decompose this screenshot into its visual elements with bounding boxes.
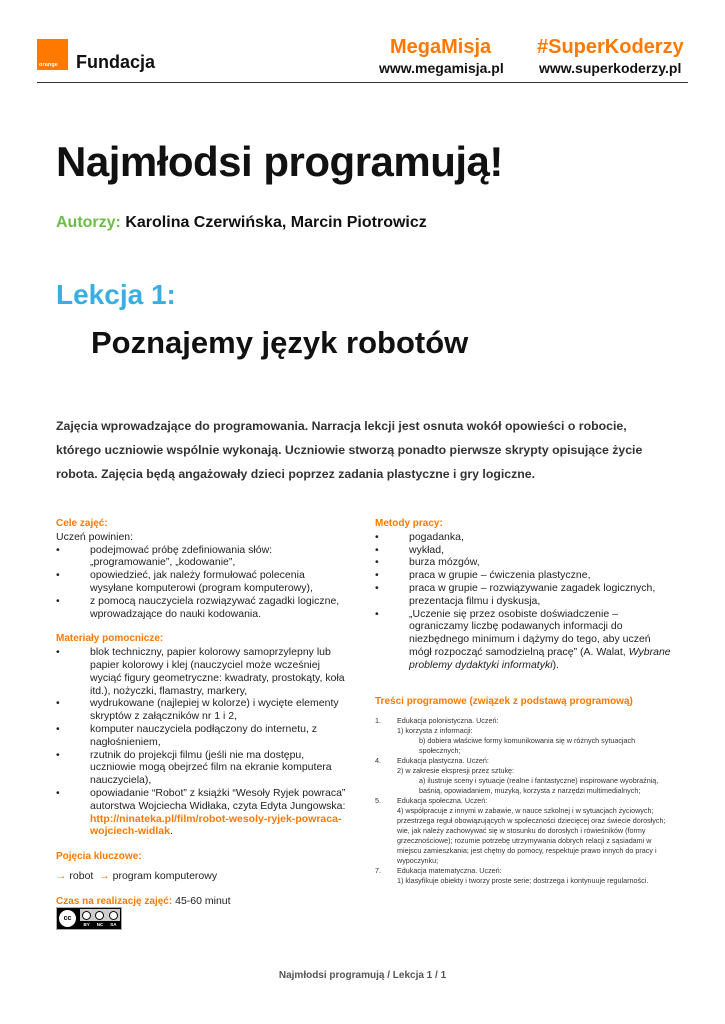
brand-superkoderzy: #SuperKoderzy xyxy=(537,36,684,58)
curriculum-subitem: b) dobiera właściwe formy komunikowania się w różnych sytuacjach społecznych; xyxy=(419,736,636,756)
curriculum-item xyxy=(375,716,675,726)
curriculum-item xyxy=(375,866,675,876)
keywords-heading: Pojęcia kluczowe: xyxy=(56,851,142,863)
curriculum-num: 7. xyxy=(375,866,381,876)
curriculum-subitem: 2) w zakresie ekspresji przez sztukę: xyxy=(397,766,515,776)
list-item: • praca w grupie – ćwiczenia plastyczne, xyxy=(375,569,675,582)
right-column xyxy=(375,518,675,886)
logo-text: orange xyxy=(39,62,58,68)
materials-heading: Materiały pomocnicze: xyxy=(56,633,164,645)
story-text: opowiadanie “Robot” z książki “Wesoły Ryjek powraca” autorstwa Wojciecha Widłaka, czyta Edyta Jungowska: xyxy=(90,786,346,812)
authors-names: Karolina Czerwińska, Marcin Piotrowicz xyxy=(125,214,427,231)
list-item xyxy=(375,608,675,672)
cc-icons-row xyxy=(80,909,120,921)
brand-megamisja: MegaMisja xyxy=(390,36,492,58)
lesson-title: Poznajemy język robotów xyxy=(91,325,469,360)
list-item: • opowiedzieć, jak należy formułować polecenia wysyłane komputerowi (program komputerowy), xyxy=(56,569,346,595)
sa-icon xyxy=(109,911,118,920)
curriculum-list xyxy=(375,716,675,886)
nc-icon xyxy=(95,911,104,920)
keyword: robot xyxy=(69,869,94,882)
authors-label: Autorzy: xyxy=(56,214,121,231)
url-superkoderzy[interactable]: www.superkoderzy.pl xyxy=(539,60,682,76)
curriculum-title: Edukacja matematyczna. Uczeń: xyxy=(397,866,502,876)
list-item: • rzutnik do projekcji filmu (jeśli nie ma dostępu, uczniowie mogą obejrzeć film na ekranie komputera nauczyciela), xyxy=(56,749,346,787)
authors-line xyxy=(56,214,427,232)
org-name: Fundacja xyxy=(76,52,156,72)
methods-heading: Metody pracy: xyxy=(375,518,443,529)
orange-logo xyxy=(37,39,68,70)
cc-label: BY xyxy=(83,922,90,927)
curriculum-title: Edukacja społeczna. Uczeń: xyxy=(397,796,488,806)
goals-heading: Cele zajęć: xyxy=(56,518,108,529)
curriculum-title: Edukacja plastyczna. Uczeń: xyxy=(397,756,489,766)
curriculum-subitem: a) ilustruje sceny i sytuacje (realne i fantastyczne) inspirowane wyobraźnią, baśnią, opowiadaniem, muzyką, korzysta z narzędzi multimedialnych; xyxy=(419,776,659,796)
curriculum-num: 4. xyxy=(375,756,381,766)
cc-license-badge[interactable] xyxy=(56,907,122,930)
page-title: Najmłodsi programują! xyxy=(56,138,503,185)
header-divider xyxy=(37,82,688,83)
list-item: • podejmować próbę zdefiniowania słów: „programowanie”, „kodowanie”, xyxy=(56,544,346,570)
page-footer: Najmłodsi programują / Lekcja 1 / 1 xyxy=(278,970,447,981)
methods-list xyxy=(375,531,675,672)
list-item: • praca w grupie – rozwiązywanie zagadek logicznych, prezentacja filmu i dyskusja, xyxy=(375,582,675,608)
list-item: • z pomocą nauczyciela rozwiązywać zagadki logiczne, wprowadzające do nauki kodowania. xyxy=(56,595,346,621)
left-column xyxy=(56,518,346,909)
curriculum-heading: Treści programowe (związek z podstawą programową) xyxy=(375,695,633,707)
link-suffix: . xyxy=(169,825,173,838)
quote-book: Wybrane problemy dydaktyki informatyki xyxy=(409,645,671,671)
lesson-label: Lekcja 1: xyxy=(56,279,176,310)
list-item: • blok techniczny, papier kolorowy samoprzylepny lub papier kolorowy i klej (nauczyciel może wcześniej wyciąć figury geometryczne: kwadraty, prostokąty, koła itd.), nożyczki, flamastry, markery, xyxy=(56,646,346,697)
quote-end: ). xyxy=(552,658,559,671)
curriculum-subitem: 4) współpracuje z innymi w zabawie, w nauce szkolnej i w sytuacjach życiowych; przestrzega reguł obowiązujących w społeczności dziecięcej oraz świecie dorosłych; wie, jak należy zachowywać się w stosunku do dorosłych i rówieśników (formy grzecznościowe); rozumie potrzebę utrzymywania dobrych relacji z sąsiadami w miejscu zamieszkania; jest chętny do pomocy, respektuje prawo innych do pracy i wypoczynku; xyxy=(397,806,666,866)
cc-label: SA xyxy=(110,922,117,927)
curriculum-subitem: 1) klasyfikuje obiekty i tworzy proste serie; dostrzega i kontynuuje regularności. xyxy=(397,876,649,886)
by-icon xyxy=(82,911,91,920)
arrow-right-icon: → xyxy=(99,869,110,882)
goals-list xyxy=(56,544,346,621)
curriculum-subitem: 1) korzysta z informacji: xyxy=(397,726,473,736)
cc-label: NC xyxy=(96,922,104,927)
list-item xyxy=(56,787,346,838)
list-item: • pogadanka, xyxy=(375,531,675,544)
arrow-right-icon: → xyxy=(56,869,67,882)
keyword: program komputerowy xyxy=(112,869,218,882)
goals-lead: Uczeń powinien: xyxy=(56,530,134,543)
intro-paragraph: Zajęcia wprowadzające do programowania. Narracja lekcji jest osnuta wokół opowieści o robocie, którego uczniowie wspólnie wykonają. Uczniowie stworzą ponadto pierwsze skrypty opisujące życie robota. Zajęcia będą angażowały dzieci poprzez zadania plastyczne i gry logiczne. xyxy=(56,419,643,481)
ninateka-link[interactable]: http://ninateka.pl/film/robot-wesoly-ryjek-powraca-wojciech-widlak xyxy=(90,812,342,838)
quote-text: „Uczenie się przez osobiste doświadczenie – ograniczamy liczbę podawanych informacji do niezbędnego minimum i dążymy do tego, aby uczeń mógł rozpocząć samodzielną pracę” xyxy=(409,607,651,658)
list-item: • wykład, xyxy=(375,544,675,557)
cc-labels xyxy=(80,922,120,927)
curriculum-item xyxy=(375,756,675,766)
materials-list xyxy=(56,646,346,838)
url-megamisja[interactable]: www.megamisja.pl xyxy=(379,60,504,76)
list-item: • wydrukowane (najlepiej w kolorze) i wycięte elementy skryptów z załączników nr 1 i 2, xyxy=(56,697,346,723)
curriculum-num: 5. xyxy=(375,796,381,806)
curriculum-item xyxy=(375,796,675,806)
quote-author: (A. Walat, xyxy=(580,645,629,658)
keywords-line xyxy=(56,870,346,883)
list-item: • burza mózgów, xyxy=(375,556,675,569)
cc-icon: cc xyxy=(59,910,76,927)
list-item: • komputer nauczyciela podłączony do internetu, z nagłośnieniem, xyxy=(56,723,346,749)
duration-heading: Czas na realizację zajęć: xyxy=(56,895,173,907)
duration-value: 45-60 minut xyxy=(172,894,231,907)
curriculum-num: 1. xyxy=(375,716,381,726)
curriculum-title: Edukacja polonistyczna. Uczeń: xyxy=(397,716,499,726)
